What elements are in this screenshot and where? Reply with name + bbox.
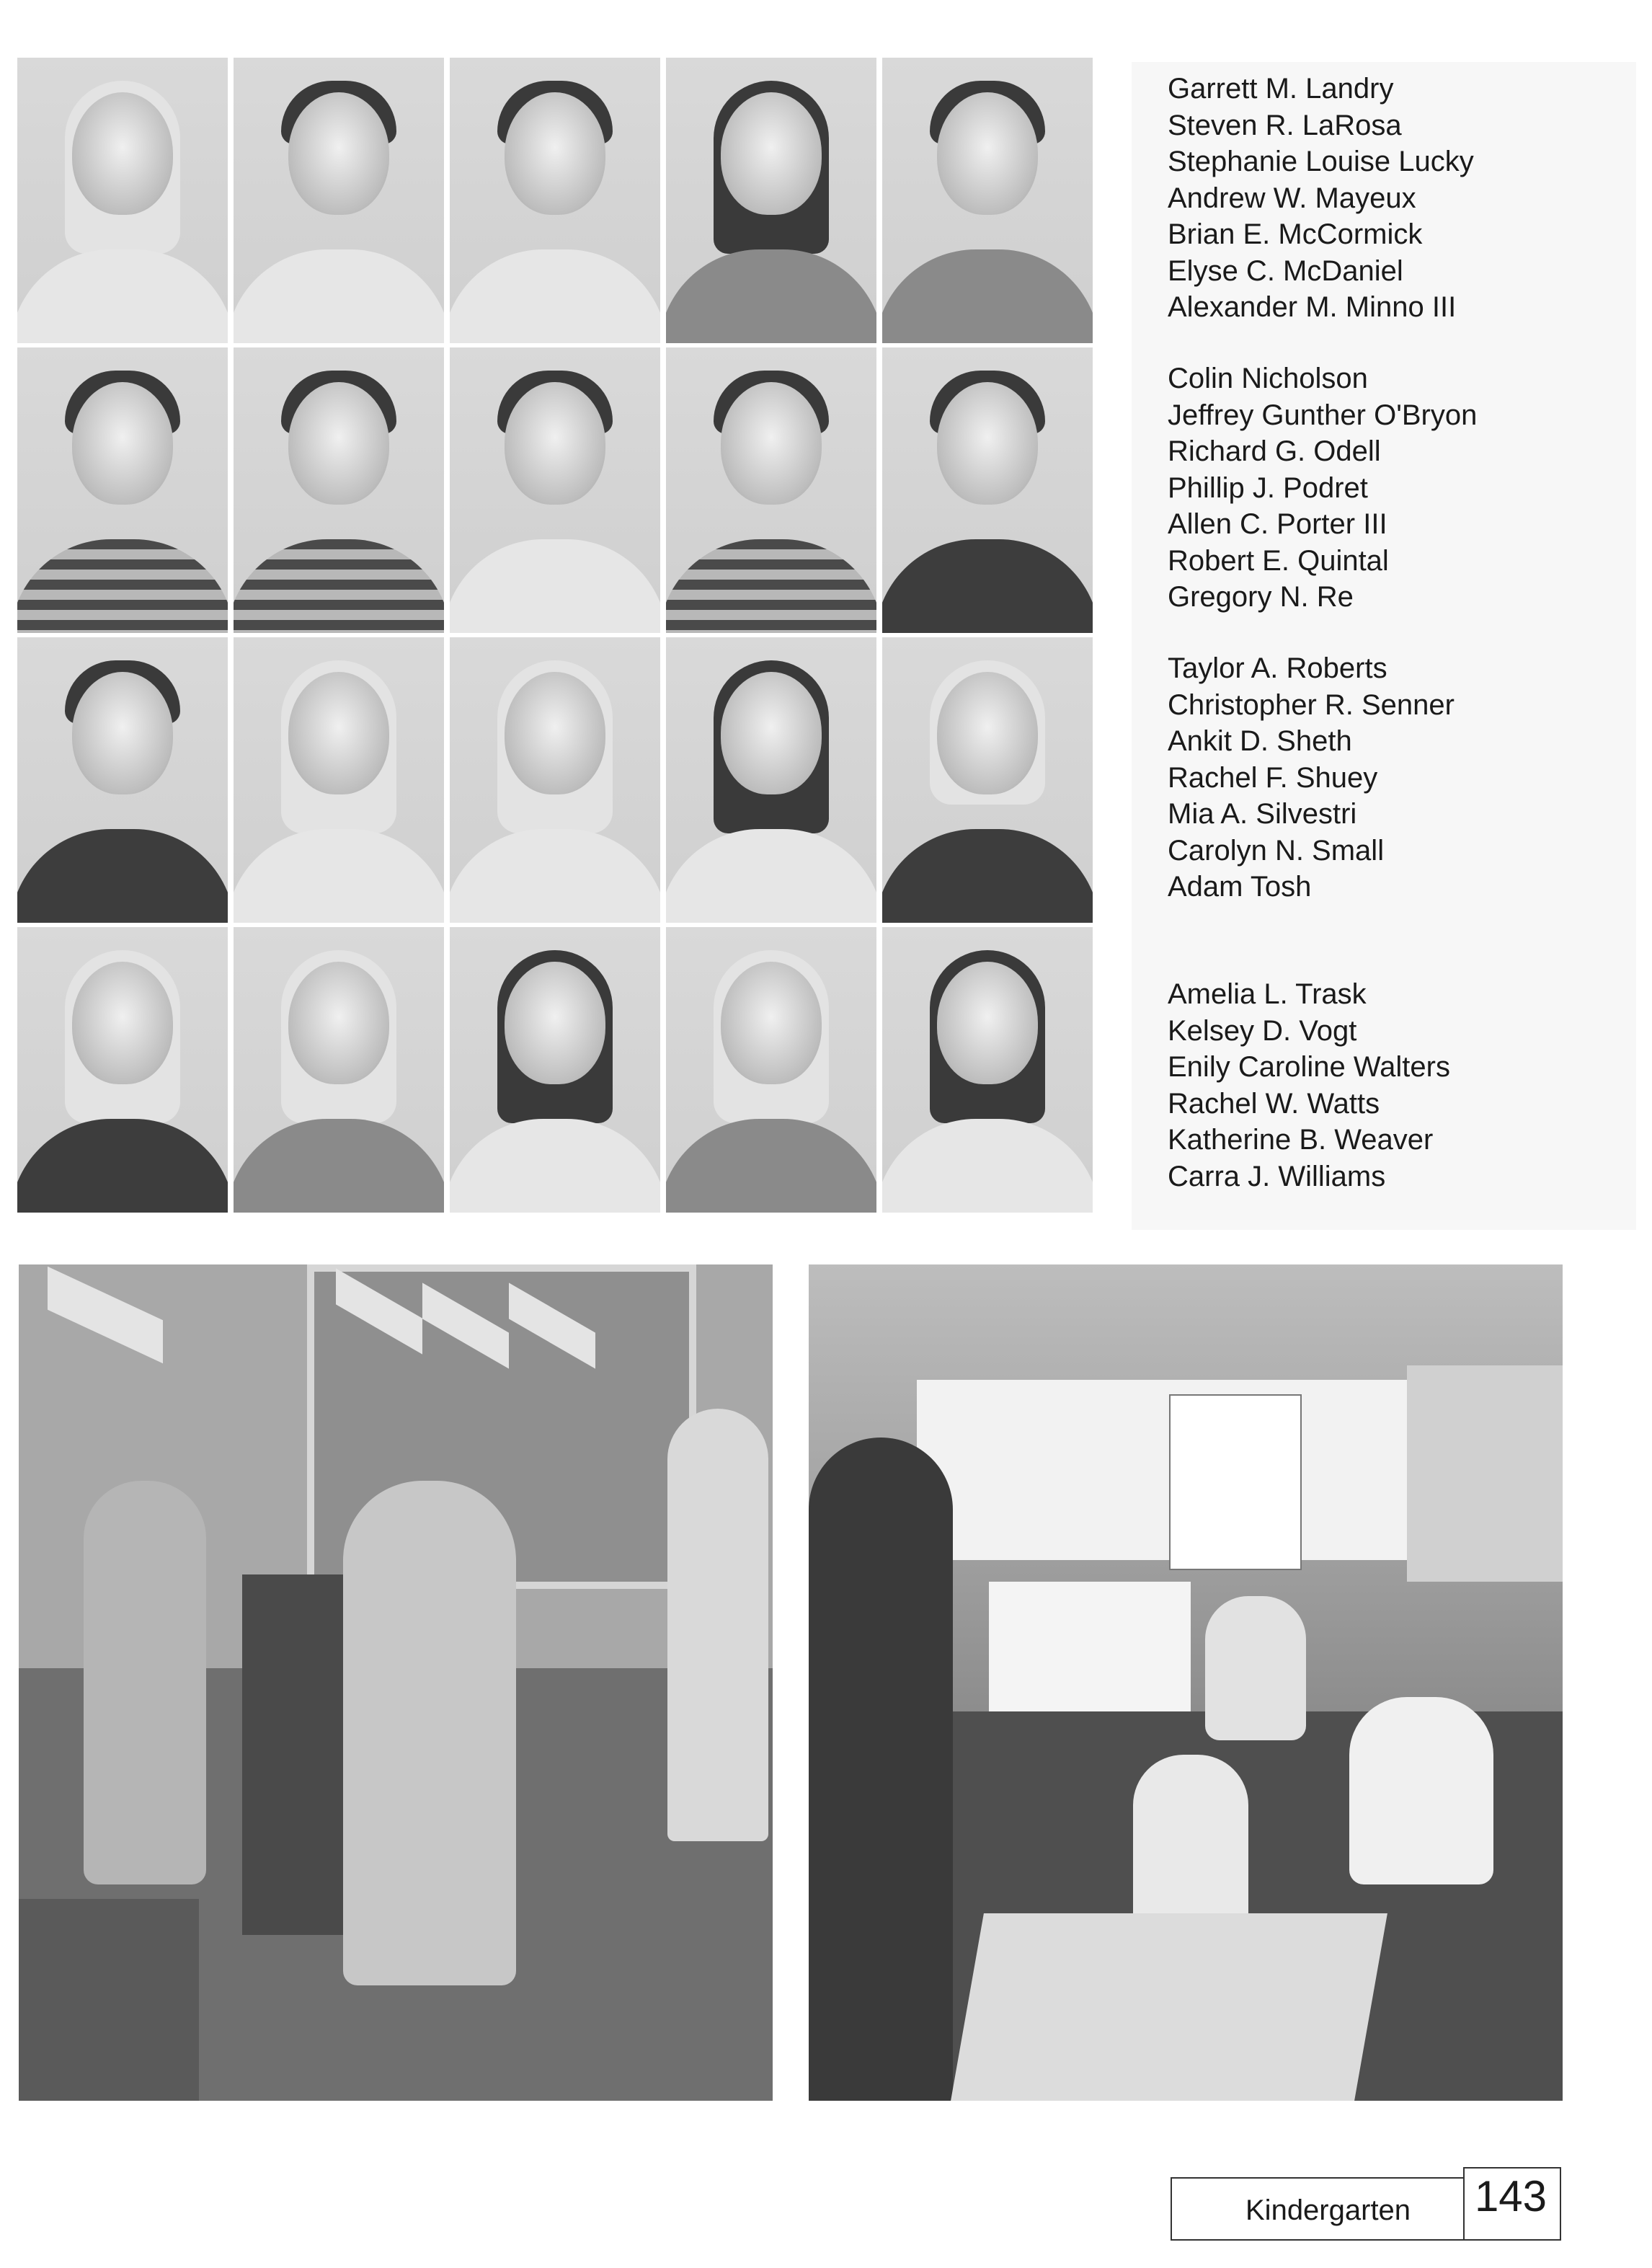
- candid-photo-outdoor: [19, 1264, 773, 2101]
- student-portrait: [666, 927, 876, 1213]
- student-name: Rachel F. Shuey: [1168, 761, 1378, 794]
- student-portrait: [450, 637, 660, 923]
- name-group-row-1: [1168, 71, 1474, 326]
- student-portrait: [666, 347, 876, 633]
- student-portrait: [882, 637, 1093, 923]
- student-portrait: [666, 58, 876, 343]
- student-name: Andrew W. Mayeux: [1168, 182, 1416, 214]
- student-name: Stephanie Louise Lucky: [1168, 146, 1474, 177]
- student-name: Steven R. LaRosa: [1168, 109, 1402, 141]
- student-name: Kelsey D. Vogt: [1168, 1014, 1357, 1047]
- student-name: Elyse C. McDaniel: [1168, 254, 1403, 287]
- student-portrait: [882, 927, 1093, 1213]
- student-name: Brian E. McCormick: [1168, 218, 1423, 250]
- student-portrait: [450, 927, 660, 1213]
- student-name: Adam Tosh: [1168, 871, 1312, 903]
- student-name: Garrett M. Landry: [1168, 73, 1394, 105]
- section-label: Kindergarten: [1245, 2194, 1411, 2226]
- student-name: Robert E. Quintal: [1168, 544, 1389, 577]
- student-name: Taylor A. Roberts: [1168, 652, 1387, 684]
- student-portrait: [882, 347, 1093, 633]
- name-roster: [1132, 62, 1636, 1230]
- student-portrait: [450, 58, 660, 343]
- student-name: Allen C. Porter III: [1168, 508, 1387, 540]
- student-portrait: [666, 637, 876, 923]
- portrait-grid: [17, 58, 1098, 1226]
- student-name: Colin Nicholson: [1168, 363, 1368, 394]
- student-name: Enily Caroline Walters: [1168, 1051, 1450, 1083]
- student-name: Gregory N. Re: [1168, 581, 1354, 613]
- name-group-row-4: [1168, 976, 1450, 1195]
- student-portrait: [234, 637, 444, 923]
- student-portrait: [17, 58, 228, 343]
- student-portrait: [17, 927, 228, 1213]
- page-number: 143: [1474, 2172, 1547, 2220]
- student-name: Jeffrey Gunther O'Bryon: [1168, 399, 1478, 431]
- candid-photo-classroom: [809, 1264, 1563, 2101]
- student-name: Carra J. Williams: [1168, 1160, 1386, 1192]
- student-portrait: [234, 347, 444, 633]
- student-portrait: [17, 637, 228, 923]
- student-name: Richard G. Odell: [1168, 435, 1381, 467]
- student-portrait: [450, 347, 660, 633]
- student-name: Phillip J. Podret: [1168, 471, 1368, 504]
- student-name: Rachel W. Watts: [1168, 1087, 1380, 1120]
- student-name: Alexander M. Minno III: [1168, 291, 1457, 323]
- student-name: Amelia L. Trask: [1168, 978, 1367, 1010]
- student-portrait: [17, 347, 228, 633]
- name-group-row-2: [1168, 360, 1477, 616]
- student-name: Carolyn N. Small: [1168, 834, 1385, 867]
- student-portrait: [234, 927, 444, 1213]
- student-name: Christopher R. Senner: [1168, 688, 1455, 721]
- student-portrait: [234, 58, 444, 343]
- student-portrait: [882, 58, 1093, 343]
- student-name: Katherine B. Weaver: [1168, 1124, 1434, 1156]
- student-name: Ankit D. Sheth: [1168, 725, 1352, 757]
- student-name: Mia A. Silvestri: [1168, 798, 1357, 830]
- name-group-row-3: [1168, 650, 1455, 905]
